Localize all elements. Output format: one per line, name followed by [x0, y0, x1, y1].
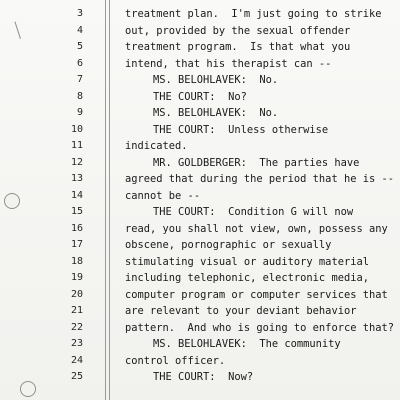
line-text: cannot be -- — [125, 189, 201, 202]
line-number: 8 — [76, 90, 83, 102]
line-number: 3 — [76, 8, 83, 19]
line-text: read, you shall not view, own, possess any — [125, 222, 388, 235]
transcript-line — [0, 23, 400, 39]
line-text: MS. BELOHLAVEK: No. — [153, 74, 279, 86]
transcript-line — [0, 254, 400, 270]
line-number: 7 — [76, 74, 83, 85]
line-number: 5 — [76, 41, 83, 52]
line-number: 13 — [70, 173, 83, 184]
line-number: 14 — [70, 189, 83, 201]
line-text: THE COURT: No? — [153, 90, 247, 103]
line-number: 12 — [70, 156, 83, 168]
line-text: THE COURT: Now? — [153, 371, 254, 383]
transcript-line — [0, 303, 400, 319]
transcript-line — [0, 72, 400, 88]
line-text: intend, that his therapist can -- — [125, 57, 332, 70]
transcript-line — [0, 204, 400, 220]
line-text: MS. BELOHLAVEK: No. — [153, 107, 279, 119]
line-text: including telephonic, electronic media, — [125, 272, 369, 284]
transcript-line — [0, 6, 400, 22]
transcript-line — [0, 320, 400, 336]
line-text: indicated. — [125, 140, 188, 152]
transcript-line — [0, 56, 400, 72]
line-text: treatment plan. I'm just going to strike — [125, 8, 382, 20]
line-text: THE COURT: Unless otherwise — [153, 123, 329, 136]
line-text: stimulating visual or auditory material — [125, 255, 369, 268]
transcript-line — [0, 138, 400, 154]
line-number: 23 — [70, 338, 83, 349]
line-number: 16 — [70, 222, 83, 234]
line-number: 19 — [70, 272, 83, 283]
transcript-line — [0, 39, 400, 55]
line-number: 18 — [70, 255, 83, 267]
line-number: 21 — [70, 305, 83, 316]
line-text: are relevant to your deviant behavior — [125, 305, 357, 317]
line-text: computer program or computer services that — [125, 288, 388, 301]
line-number: 22 — [70, 321, 83, 333]
line-text: obscene, pornographic or sexually — [125, 239, 332, 251]
transcript-line — [0, 336, 400, 352]
line-number: 25 — [70, 371, 83, 382]
transcript-line — [0, 105, 400, 121]
transcript-line — [0, 171, 400, 187]
transcript-line — [0, 353, 400, 369]
transcript-line — [0, 89, 400, 105]
transcript-line — [0, 122, 400, 138]
transcript-line — [0, 155, 400, 171]
line-text: treatment program. Is that what you — [125, 41, 351, 53]
line-text: MR. GOLDBERGER: The parties have — [153, 156, 360, 169]
line-number: 4 — [76, 24, 83, 36]
line-text: agreed that during the period that he is -- — [125, 173, 394, 185]
line-text: control officer. — [125, 354, 226, 367]
line-number: 10 — [70, 123, 83, 135]
line-number: 9 — [76, 107, 83, 118]
line-text: pattern. And who is going to enforce that? — [125, 321, 394, 334]
line-number: 17 — [70, 239, 83, 250]
line-text: THE COURT: Condition G will now — [153, 206, 354, 218]
line-number: 15 — [70, 206, 83, 217]
line-number: 11 — [70, 140, 83, 151]
transcript-line — [0, 369, 400, 385]
line-number: 6 — [76, 57, 83, 69]
transcript-line — [0, 188, 400, 204]
line-number: 20 — [70, 288, 83, 300]
line-number: 24 — [70, 354, 83, 366]
transcript-line — [0, 270, 400, 286]
line-text: out, provided by the sexual offender — [125, 24, 351, 37]
transcript-line — [0, 237, 400, 253]
transcript-line — [0, 287, 400, 303]
transcript-line — [0, 221, 400, 237]
line-text: MS. BELOHLAVEK: The community — [153, 338, 341, 350]
